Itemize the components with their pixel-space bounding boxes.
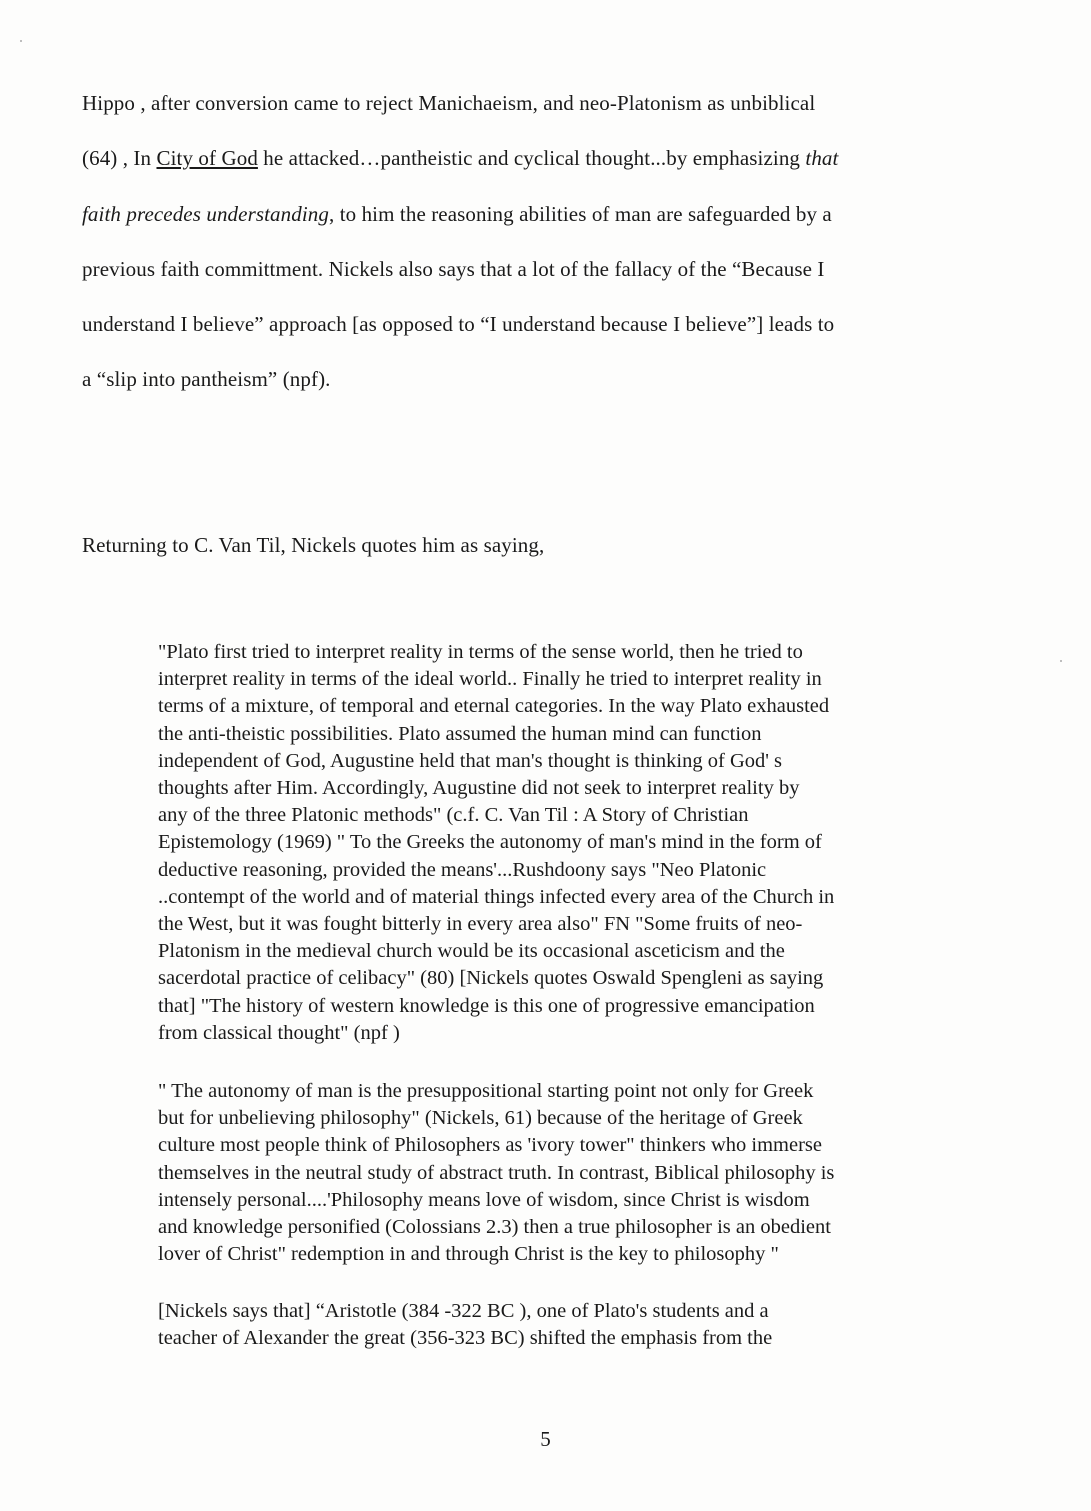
italic-emphasis: faith precedes understanding <box>82 202 329 226</box>
paragraph-2-line-1: Returning to C. Van Til, Nickels quotes him as saying, <box>82 533 545 557</box>
quote-line: Platonism in the medieval church would be its occasional asceticism and the <box>158 940 785 963</box>
paragraph-1-line-5: understand I believe” approach [as opposed to “I understand because I believe”] leads to <box>82 312 835 336</box>
quote-line: "Plato first tried to interpret reality in terms of the sense world, then he tried to <box>158 641 803 663</box>
scan-speck <box>20 40 22 42</box>
quote-line: from classical thought" (npf ) <box>158 1021 400 1044</box>
quote-line: themselves in the neutral study of abstract truth. In contrast, Biblical philosophy is <box>158 1161 835 1184</box>
block-quote-van-til <box>158 639 958 1047</box>
quote-line: and knowledge personified (Colossians 2.3) then a true philosopher is an obedient <box>158 1216 831 1239</box>
paragraph-1-line-4: previous faith committment. Nickels also says that a lot of the fallacy of the “Because I <box>82 257 825 281</box>
quote-line: teacher of Alexander the great (356-323 BC) shifted the emphasis from the <box>158 1327 773 1350</box>
quote-line: the anti-theistic possibilities. Plato assumed the human mind can function <box>158 722 762 745</box>
quote-line: interpret reality in terms of the ideal world.. Finally he tried to interpret reality in <box>158 668 822 691</box>
quote-line: " The autonomy of man is the presuppositional starting point not only for Greek <box>158 1080 814 1102</box>
paragraph-1-line-2: (64) , In City of God he attacked…pantheistic and cyclical thought...by emphasizing that <box>82 146 839 170</box>
quote-line: lover of Christ" redemption in and through Christ is the key to philosophy " <box>158 1243 779 1266</box>
paragraph-1-line-1: Hippo , after conversion came to reject Manichaeism, and neo-Platonism as unbiblical <box>82 91 816 115</box>
paragraph-1-line-6: a “slip into pantheism” (npf). <box>82 367 331 391</box>
page-number: 5 <box>540 1427 551 1451</box>
quote-line: the West, but it was fought bitterly in every area also" FN "Some fruits of neo- <box>158 913 803 936</box>
italic-emphasis: that <box>805 146 839 170</box>
quote-line: Epistemology (1969) " To the Greeks the autonomy of man's mind in the form of <box>158 831 822 854</box>
quote-line: any of the three Platonic methods" (c.f. C. Van Til : A Story of Christian <box>158 804 749 827</box>
quote-line: independent of God, Augustine held that man's thought is thinking of God' s <box>158 749 783 772</box>
quote-line: that] "The history of western knowledge is this one of progressive emancipation <box>158 994 815 1017</box>
paragraph-1-line-3: faith precedes understanding, to him the reasoning abilities of man are safeguarded by a <box>82 202 832 226</box>
quote-line: but for unbelieving philosophy" (Nickels, 61) because of the heritage of Greek <box>158 1107 803 1130</box>
quote-line: terms of a mixture, of temporal and eternal categories. In the way Plato exhausted <box>158 695 830 718</box>
quote-line: deductive reasoning, provided the means'...Rushdoony says "Neo Platonic <box>158 858 767 881</box>
quote-line: culture most people think of Philosophers as 'ivory tower" thinkers who immerse <box>158 1134 822 1157</box>
book-title-city-of-god: City of God <box>156 146 258 170</box>
scan-speck <box>1060 660 1062 662</box>
block-quote-autonomy <box>158 1078 958 1268</box>
quote-line: intensely personal....'Philosophy means love of wisdom, since Christ is wisdom <box>158 1188 810 1211</box>
block-quote-aristotle <box>158 1298 958 1352</box>
quote-line: thoughts after Him. Accordingly, Augustine did not seek to interpret reality by <box>158 777 800 800</box>
quote-line: [Nickels says that] “Aristotle (384 -322 BC ), one of Plato's students and a <box>158 1300 769 1322</box>
quote-line: ..contempt of the world and of material things infected every area of the Church in <box>158 885 835 908</box>
quote-line: sacerdotal practice of celibacy" (80) [Nickels quotes Oswald Spengleni as saying <box>158 967 824 990</box>
